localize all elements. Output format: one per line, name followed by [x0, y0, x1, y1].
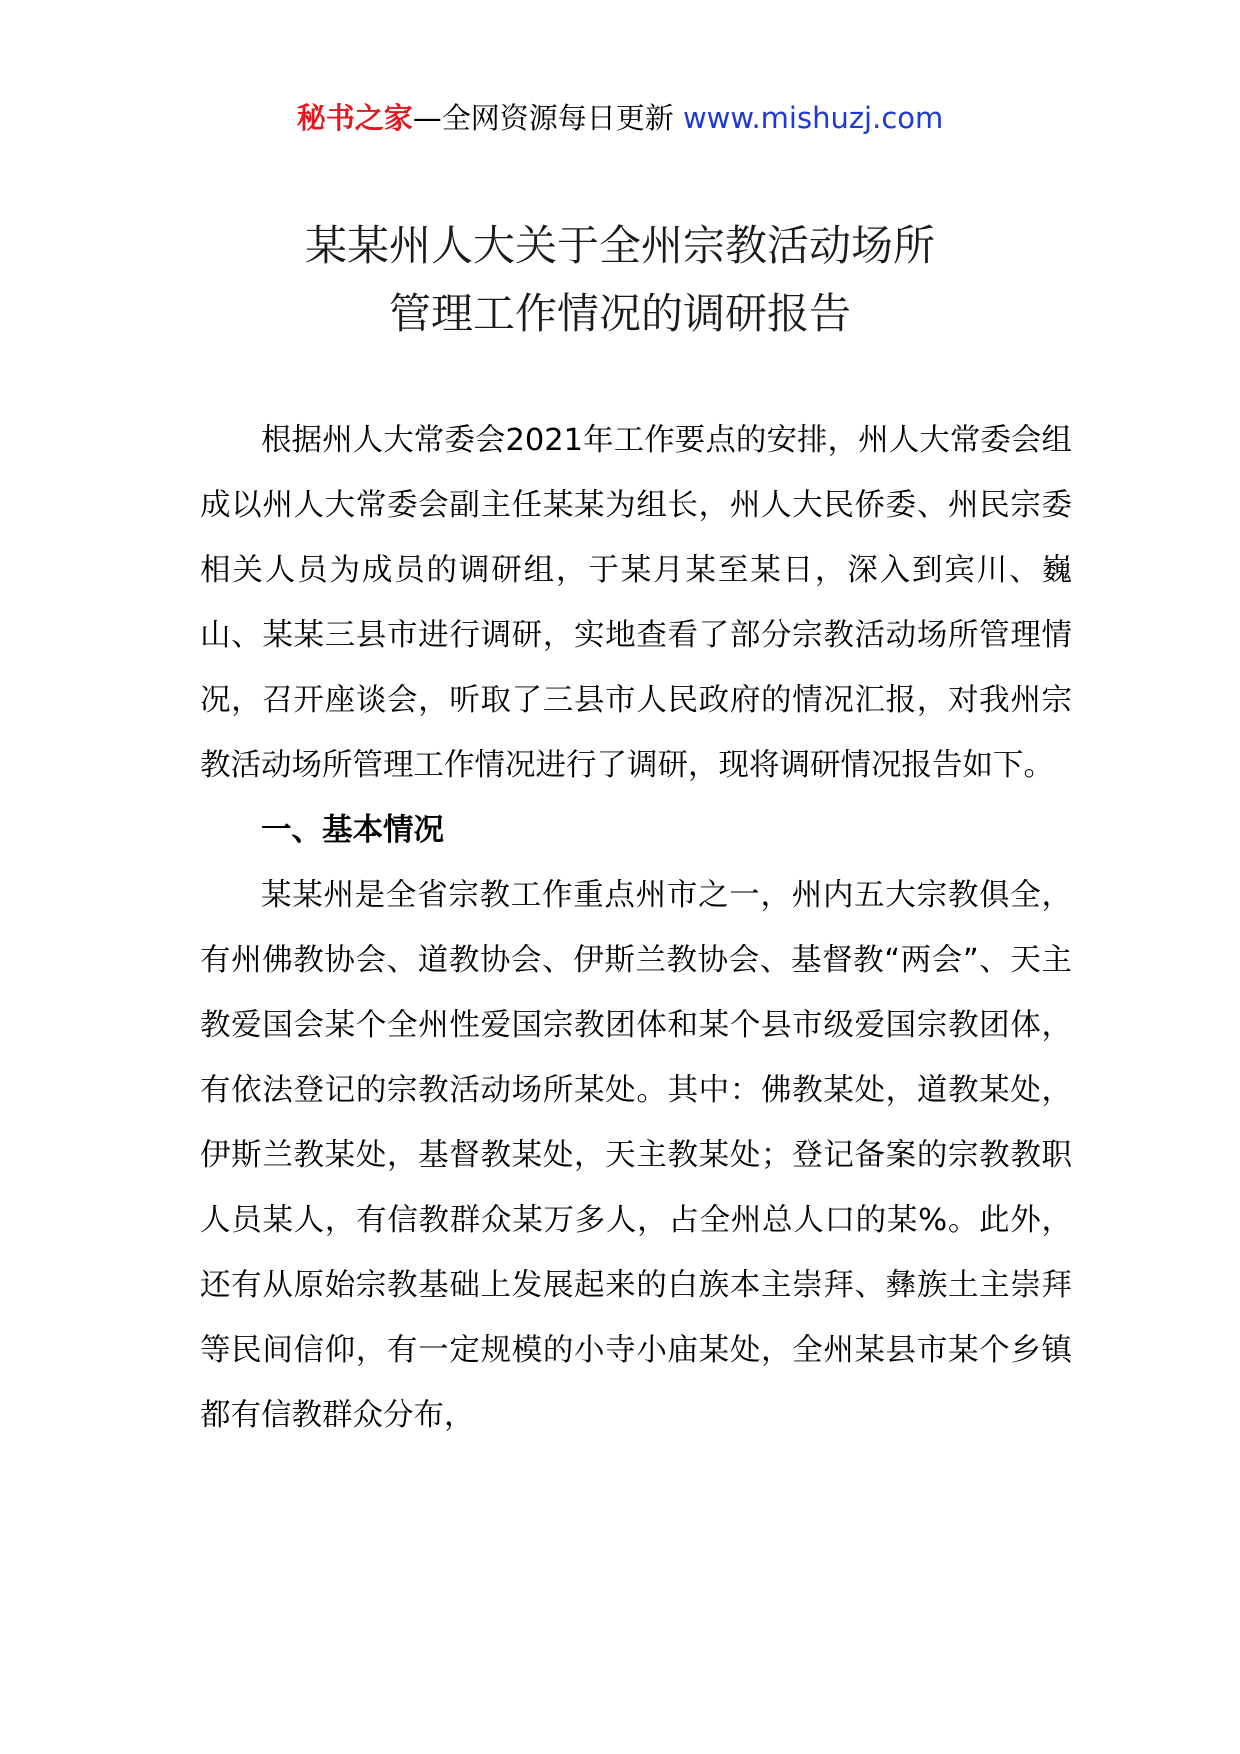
- brand-name: 秘书之家: [296, 101, 413, 135]
- site-header: [0, 98, 1240, 138]
- document-body: [200, 408, 1072, 1448]
- title-line-1: 某某州人大关于全州宗教活动场所: [304, 221, 935, 270]
- site-url-link[interactable]: www.mishuzj.com: [682, 101, 944, 135]
- basic-situation-paragraph: 某某州是全省宗教工作重点州市之一，州内五大宗教俱全，有州佛教协会、道教协会、伊斯兰教协会、基督教“两会”、天主教爱国会某个全州性爱国宗教团体和某个县市级爱国宗教团体，有依法登记的宗教活动场所某处。其中：佛教某处，道教某处，伊斯兰教某处，基督教某处，天主教某处；登记备案的宗教教职人员某人，有信教群众某万多人，占全州总人口的某%。此外，还有从原始宗教基础上发展起来的白族本主崇拜、彝族土主崇拜等民间信仰，有一定规模的小寺小庙某处，全州某县市某个乡镇都有信教群众分布，: [200, 878, 1072, 1433]
- section-heading-basic-situation: 一、基本情况: [261, 813, 444, 848]
- title-line-2: 管理工作情况的调研报告: [388, 289, 851, 338]
- intro-paragraph: 根据州人大常委会2021年工作要点的安排，州人大常委会组成以州人大常委会副主任某某为组长，州人大民侨委、州民宗委相关人员为成员的调研组，于某月某至某日，深入到宾川、巍山、某某三县市进行调研，实地查看了部分宗教活动场所管理情况，召开座谈会，听取了三县市人民政府的情况汇报，对我州宗教活动场所管理工作情况进行了调研，现将调研情况报告如下。: [200, 423, 1072, 783]
- header-tagline: —全网资源每日更新: [412, 101, 674, 135]
- document-title: [0, 212, 1240, 348]
